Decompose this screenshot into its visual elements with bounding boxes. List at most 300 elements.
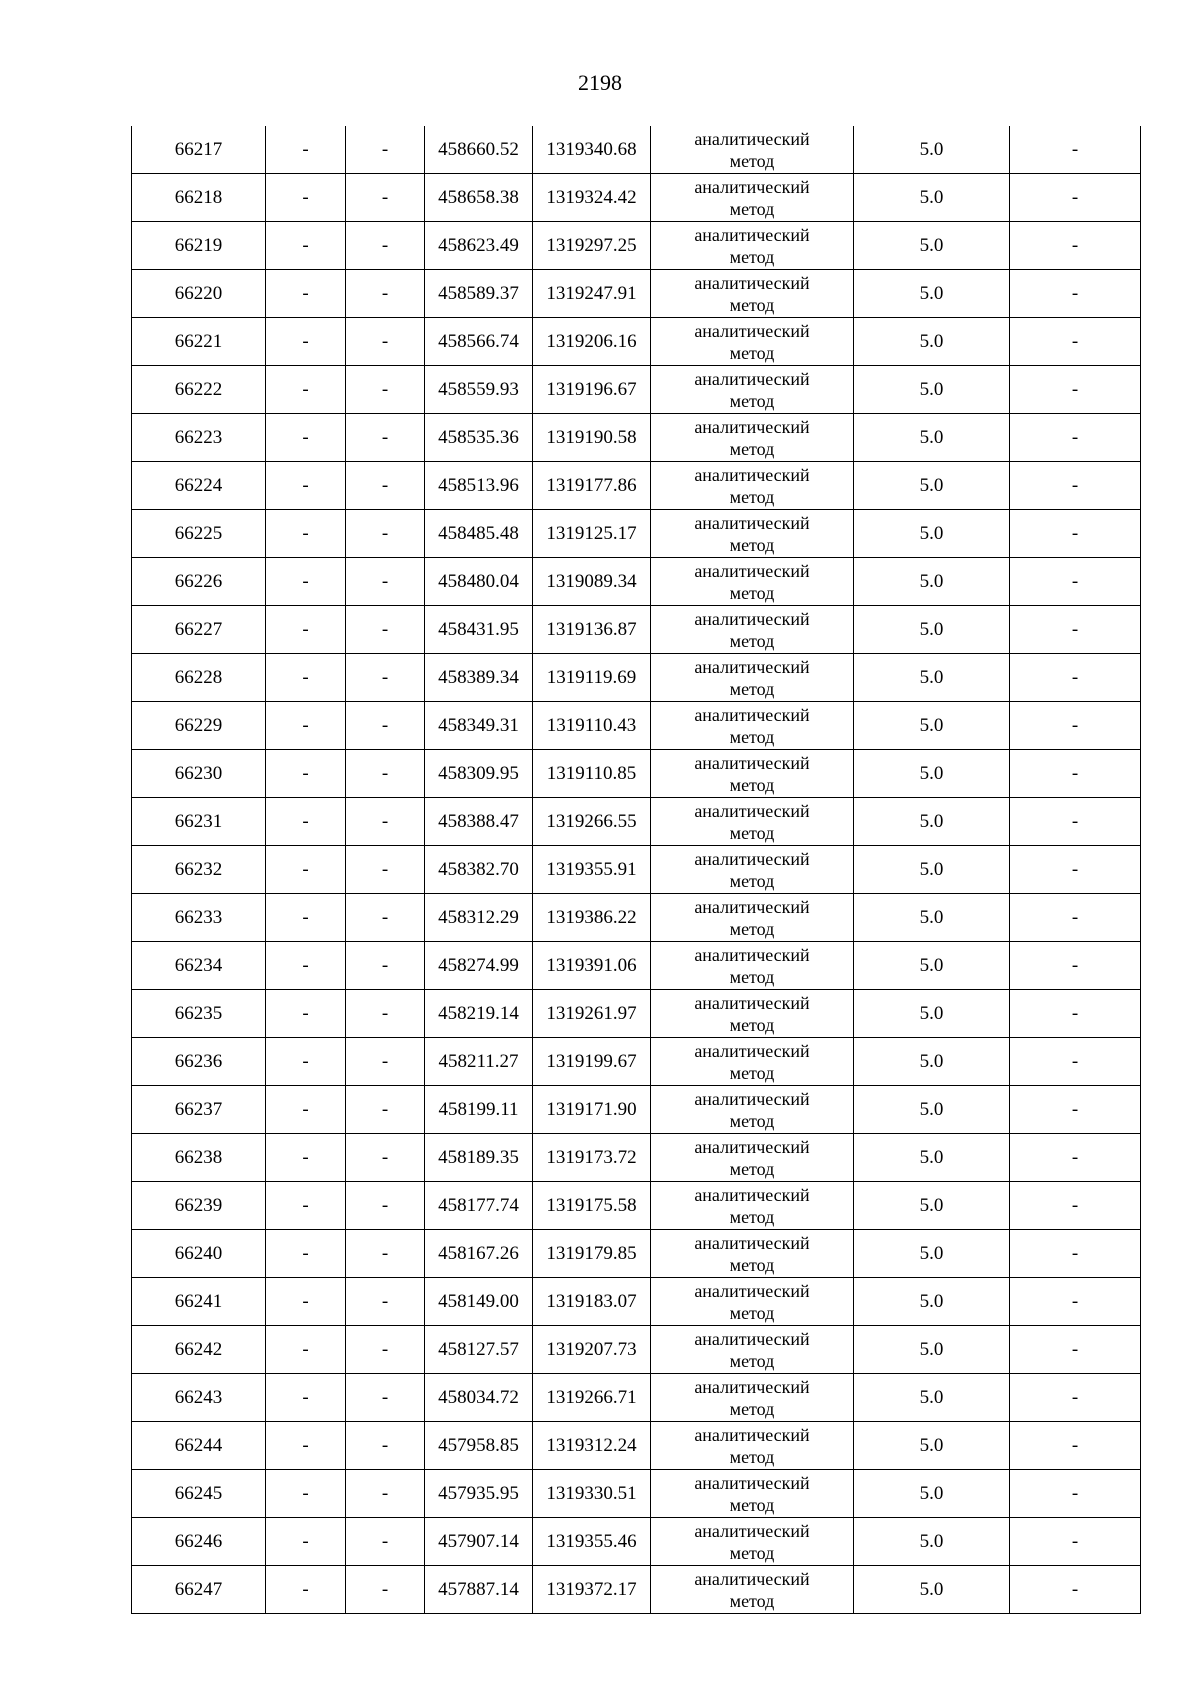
table-row	[132, 126, 1141, 174]
note-cell: -	[1010, 510, 1141, 558]
method-cell	[651, 1422, 854, 1470]
x-coordinate-cell: 458189.35	[425, 1134, 533, 1182]
empty-field-cell: -	[266, 1182, 346, 1230]
accuracy-cell: 5.0	[854, 606, 1010, 654]
method-line-1: аналитический	[694, 1232, 810, 1253]
method-line-1: аналитический	[694, 560, 810, 581]
note-cell: -	[1010, 1566, 1141, 1614]
table-row	[132, 318, 1141, 366]
empty-field-cell: -	[266, 126, 346, 174]
accuracy-cell: 5.0	[854, 414, 1010, 462]
note-cell: -	[1010, 1134, 1141, 1182]
method-line-1: аналитический	[694, 512, 810, 533]
method-line-2: метод	[729, 726, 775, 747]
note-cell: -	[1010, 750, 1141, 798]
accuracy-cell: 5.0	[854, 510, 1010, 558]
method-line-1: аналитический	[694, 128, 810, 149]
y-coordinate-cell: 1319372.17	[533, 1566, 651, 1614]
table-row	[132, 270, 1141, 318]
point-number-cell: 66239	[132, 1182, 266, 1230]
empty-field-cell: -	[346, 414, 425, 462]
table-row	[132, 846, 1141, 894]
x-coordinate-cell: 457887.14	[425, 1566, 533, 1614]
accuracy-cell: 5.0	[854, 1566, 1010, 1614]
note-cell: -	[1010, 702, 1141, 750]
empty-field-cell: -	[346, 606, 425, 654]
y-coordinate-cell: 1319136.87	[533, 606, 651, 654]
empty-field-cell: -	[266, 558, 346, 606]
note-cell: -	[1010, 222, 1141, 270]
accuracy-cell: 5.0	[854, 558, 1010, 606]
point-number-cell: 66247	[132, 1566, 266, 1614]
method-line-2: метод	[729, 1206, 775, 1227]
point-number-cell: 66226	[132, 558, 266, 606]
y-coordinate-cell: 1319173.72	[533, 1134, 651, 1182]
accuracy-cell: 5.0	[854, 750, 1010, 798]
table-row	[132, 1230, 1141, 1278]
x-coordinate-cell: 457935.95	[425, 1470, 533, 1518]
coordinates-table	[131, 126, 1141, 1614]
empty-field-cell: -	[346, 1230, 425, 1278]
y-coordinate-cell: 1319175.58	[533, 1182, 651, 1230]
table-row	[132, 414, 1141, 462]
table-row	[132, 894, 1141, 942]
y-coordinate-cell: 1319340.68	[533, 126, 651, 174]
point-number-cell: 66235	[132, 990, 266, 1038]
x-coordinate-cell: 458480.04	[425, 558, 533, 606]
empty-field-cell: -	[346, 702, 425, 750]
method-line-1: аналитический	[694, 1472, 810, 1493]
x-coordinate-cell: 458559.93	[425, 366, 533, 414]
note-cell: -	[1010, 270, 1141, 318]
x-coordinate-cell: 458312.29	[425, 894, 533, 942]
note-cell: -	[1010, 174, 1141, 222]
point-number-cell: 66241	[132, 1278, 266, 1326]
note-cell: -	[1010, 1374, 1141, 1422]
method-cell	[651, 750, 854, 798]
table-row	[132, 510, 1141, 558]
empty-field-cell: -	[266, 1518, 346, 1566]
point-number-cell: 66244	[132, 1422, 266, 1470]
x-coordinate-cell: 458513.96	[425, 462, 533, 510]
empty-field-cell: -	[266, 750, 346, 798]
method-line-1: аналитический	[694, 1328, 810, 1349]
method-line-1: аналитический	[694, 416, 810, 437]
point-number-cell: 66240	[132, 1230, 266, 1278]
x-coordinate-cell: 458431.95	[425, 606, 533, 654]
method-line-1: аналитический	[694, 752, 810, 773]
method-line-1: аналитический	[694, 1280, 810, 1301]
empty-field-cell: -	[266, 1086, 346, 1134]
method-line-2: метод	[729, 1494, 775, 1515]
x-coordinate-cell: 458535.36	[425, 414, 533, 462]
accuracy-cell: 5.0	[854, 1470, 1010, 1518]
point-number-cell: 66234	[132, 942, 266, 990]
note-cell: -	[1010, 798, 1141, 846]
empty-field-cell: -	[346, 1422, 425, 1470]
table-row	[132, 366, 1141, 414]
note-cell: -	[1010, 1326, 1141, 1374]
table-body	[132, 126, 1141, 1614]
empty-field-cell: -	[346, 510, 425, 558]
empty-field-cell: -	[266, 1038, 346, 1086]
accuracy-cell: 5.0	[854, 222, 1010, 270]
point-number-cell: 66224	[132, 462, 266, 510]
x-coordinate-cell: 457907.14	[425, 1518, 533, 1566]
method-cell	[651, 126, 854, 174]
method-line-2: метод	[729, 678, 775, 699]
accuracy-cell: 5.0	[854, 1326, 1010, 1374]
x-coordinate-cell: 458485.48	[425, 510, 533, 558]
method-cell	[651, 894, 854, 942]
empty-field-cell: -	[266, 366, 346, 414]
y-coordinate-cell: 1319355.46	[533, 1518, 651, 1566]
accuracy-cell: 5.0	[854, 798, 1010, 846]
method-line-2: метод	[729, 774, 775, 795]
method-line-2: метод	[729, 1398, 775, 1419]
method-cell	[651, 1470, 854, 1518]
point-number-cell: 66228	[132, 654, 266, 702]
empty-field-cell: -	[346, 1182, 425, 1230]
accuracy-cell: 5.0	[854, 126, 1010, 174]
empty-field-cell: -	[266, 606, 346, 654]
accuracy-cell: 5.0	[854, 942, 1010, 990]
method-line-2: метод	[729, 486, 775, 507]
point-number-cell: 66231	[132, 798, 266, 846]
accuracy-cell: 5.0	[854, 1134, 1010, 1182]
y-coordinate-cell: 1319171.90	[533, 1086, 651, 1134]
table-row	[132, 702, 1141, 750]
y-coordinate-cell: 1319391.06	[533, 942, 651, 990]
method-line-2: метод	[729, 390, 775, 411]
table-row	[132, 798, 1141, 846]
accuracy-cell: 5.0	[854, 846, 1010, 894]
x-coordinate-cell: 458658.38	[425, 174, 533, 222]
y-coordinate-cell: 1319386.22	[533, 894, 651, 942]
method-line-2: метод	[729, 870, 775, 891]
y-coordinate-cell: 1319110.85	[533, 750, 651, 798]
accuracy-cell: 5.0	[854, 1374, 1010, 1422]
y-coordinate-cell: 1319196.67	[533, 366, 651, 414]
method-cell	[651, 174, 854, 222]
empty-field-cell: -	[266, 1230, 346, 1278]
x-coordinate-cell: 458274.99	[425, 942, 533, 990]
x-coordinate-cell: 458623.49	[425, 222, 533, 270]
empty-field-cell: -	[346, 1374, 425, 1422]
method-line-2: метод	[729, 630, 775, 651]
empty-field-cell: -	[266, 174, 346, 222]
table-row	[132, 606, 1141, 654]
method-cell	[651, 798, 854, 846]
note-cell: -	[1010, 990, 1141, 1038]
note-cell: -	[1010, 846, 1141, 894]
method-cell	[651, 846, 854, 894]
method-line-2: метод	[729, 294, 775, 315]
note-cell: -	[1010, 558, 1141, 606]
accuracy-cell: 5.0	[854, 1278, 1010, 1326]
method-line-1: аналитический	[694, 992, 810, 1013]
accuracy-cell: 5.0	[854, 318, 1010, 366]
accuracy-cell: 5.0	[854, 1518, 1010, 1566]
empty-field-cell: -	[346, 174, 425, 222]
x-coordinate-cell: 458589.37	[425, 270, 533, 318]
empty-field-cell: -	[266, 222, 346, 270]
method-cell	[651, 990, 854, 1038]
method-line-2: метод	[729, 1302, 775, 1323]
method-cell	[651, 222, 854, 270]
method-line-2: метод	[729, 582, 775, 603]
accuracy-cell: 5.0	[854, 702, 1010, 750]
y-coordinate-cell: 1319266.71	[533, 1374, 651, 1422]
page-number: 2198	[578, 70, 622, 95]
table-row	[132, 1038, 1141, 1086]
accuracy-cell: 5.0	[854, 174, 1010, 222]
empty-field-cell: -	[346, 1134, 425, 1182]
point-number-cell: 66246	[132, 1518, 266, 1566]
empty-field-cell: -	[266, 1326, 346, 1374]
method-line-1: аналитический	[694, 608, 810, 629]
empty-field-cell: -	[346, 270, 425, 318]
empty-field-cell: -	[266, 462, 346, 510]
point-number-cell: 66245	[132, 1470, 266, 1518]
note-cell: -	[1010, 894, 1141, 942]
empty-field-cell: -	[266, 1374, 346, 1422]
accuracy-cell: 5.0	[854, 1038, 1010, 1086]
x-coordinate-cell: 458177.74	[425, 1182, 533, 1230]
empty-field-cell: -	[346, 462, 425, 510]
y-coordinate-cell: 1319330.51	[533, 1470, 651, 1518]
point-number-cell: 66223	[132, 414, 266, 462]
point-number-cell: 66217	[132, 126, 266, 174]
x-coordinate-cell: 458309.95	[425, 750, 533, 798]
empty-field-cell: -	[266, 1134, 346, 1182]
table-row	[132, 1518, 1141, 1566]
method-line-1: аналитический	[694, 656, 810, 677]
method-line-1: аналитический	[694, 1376, 810, 1397]
point-number-cell: 66229	[132, 702, 266, 750]
y-coordinate-cell: 1319207.73	[533, 1326, 651, 1374]
empty-field-cell: -	[266, 1470, 346, 1518]
accuracy-cell: 5.0	[854, 1182, 1010, 1230]
table-row	[132, 654, 1141, 702]
point-number-cell: 66237	[132, 1086, 266, 1134]
method-line-2: метод	[729, 246, 775, 267]
method-line-2: метод	[729, 1014, 775, 1035]
note-cell: -	[1010, 1086, 1141, 1134]
accuracy-cell: 5.0	[854, 990, 1010, 1038]
method-line-2: метод	[729, 918, 775, 939]
note-cell: -	[1010, 1230, 1141, 1278]
method-line-2: метод	[729, 1590, 775, 1611]
method-cell	[651, 606, 854, 654]
table-row	[132, 990, 1141, 1038]
method-cell	[651, 654, 854, 702]
note-cell: -	[1010, 462, 1141, 510]
method-cell	[651, 702, 854, 750]
note-cell: -	[1010, 654, 1141, 702]
x-coordinate-cell: 457958.85	[425, 1422, 533, 1470]
method-cell	[651, 1086, 854, 1134]
method-line-2: метод	[729, 822, 775, 843]
empty-field-cell: -	[346, 1086, 425, 1134]
method-cell	[651, 366, 854, 414]
empty-field-cell: -	[346, 126, 425, 174]
method-line-1: аналитический	[694, 176, 810, 197]
empty-field-cell: -	[266, 942, 346, 990]
x-coordinate-cell: 458034.72	[425, 1374, 533, 1422]
table-row	[132, 942, 1141, 990]
method-cell	[651, 1326, 854, 1374]
y-coordinate-cell: 1319297.25	[533, 222, 651, 270]
point-number-cell: 66221	[132, 318, 266, 366]
table-row	[132, 1470, 1141, 1518]
empty-field-cell: -	[346, 1518, 425, 1566]
point-number-cell: 66232	[132, 846, 266, 894]
y-coordinate-cell: 1319261.97	[533, 990, 651, 1038]
accuracy-cell: 5.0	[854, 894, 1010, 942]
point-number-cell: 66230	[132, 750, 266, 798]
method-cell	[651, 558, 854, 606]
method-line-1: аналитический	[694, 272, 810, 293]
x-coordinate-cell: 458167.26	[425, 1230, 533, 1278]
method-line-1: аналитический	[694, 1424, 810, 1445]
y-coordinate-cell: 1319089.34	[533, 558, 651, 606]
method-cell	[651, 270, 854, 318]
method-line-2: метод	[729, 1158, 775, 1179]
point-number-cell: 66236	[132, 1038, 266, 1086]
empty-field-cell: -	[266, 846, 346, 894]
table-row	[132, 558, 1141, 606]
table-row	[132, 1086, 1141, 1134]
accuracy-cell: 5.0	[854, 1230, 1010, 1278]
note-cell: -	[1010, 1038, 1141, 1086]
empty-field-cell: -	[346, 942, 425, 990]
method-cell	[651, 942, 854, 990]
method-line-2: метод	[729, 342, 775, 363]
accuracy-cell: 5.0	[854, 1422, 1010, 1470]
accuracy-cell: 5.0	[854, 1086, 1010, 1134]
method-line-1: аналитический	[694, 1136, 810, 1157]
accuracy-cell: 5.0	[854, 366, 1010, 414]
empty-field-cell: -	[346, 222, 425, 270]
note-cell: -	[1010, 1518, 1141, 1566]
empty-field-cell: -	[346, 1470, 425, 1518]
y-coordinate-cell: 1319190.58	[533, 414, 651, 462]
method-line-1: аналитический	[694, 704, 810, 725]
empty-field-cell: -	[346, 1566, 425, 1614]
method-line-1: аналитический	[694, 1184, 810, 1205]
y-coordinate-cell: 1319266.55	[533, 798, 651, 846]
method-cell	[651, 1374, 854, 1422]
note-cell: -	[1010, 126, 1141, 174]
empty-field-cell: -	[346, 750, 425, 798]
method-line-1: аналитический	[694, 1520, 810, 1541]
x-coordinate-cell: 458211.27	[425, 1038, 533, 1086]
method-cell	[651, 1134, 854, 1182]
empty-field-cell: -	[266, 798, 346, 846]
accuracy-cell: 5.0	[854, 270, 1010, 318]
empty-field-cell: -	[266, 990, 346, 1038]
table-row	[132, 1182, 1141, 1230]
table-row	[132, 1422, 1141, 1470]
method-cell	[651, 462, 854, 510]
table-row	[132, 1278, 1141, 1326]
table-row	[132, 1134, 1141, 1182]
method-line-1: аналитический	[694, 464, 810, 485]
point-number-cell: 66219	[132, 222, 266, 270]
method-line-2: метод	[729, 1542, 775, 1563]
method-line-2: метод	[729, 1062, 775, 1083]
point-number-cell: 66220	[132, 270, 266, 318]
note-cell: -	[1010, 414, 1141, 462]
method-line-1: аналитический	[694, 944, 810, 965]
empty-field-cell: -	[266, 654, 346, 702]
empty-field-cell: -	[266, 894, 346, 942]
empty-field-cell: -	[266, 270, 346, 318]
method-line-1: аналитический	[694, 224, 810, 245]
empty-field-cell: -	[266, 414, 346, 462]
method-cell	[651, 1038, 854, 1086]
x-coordinate-cell: 458389.34	[425, 654, 533, 702]
empty-field-cell: -	[266, 318, 346, 366]
table-row	[132, 1566, 1141, 1614]
note-cell: -	[1010, 318, 1141, 366]
method-line-2: метод	[729, 534, 775, 555]
method-cell	[651, 1278, 854, 1326]
y-coordinate-cell: 1319324.42	[533, 174, 651, 222]
method-line-2: метод	[729, 150, 775, 171]
method-line-2: метод	[729, 438, 775, 459]
empty-field-cell: -	[266, 702, 346, 750]
method-line-1: аналитический	[694, 1568, 810, 1589]
empty-field-cell: -	[266, 510, 346, 558]
table-row	[132, 1326, 1141, 1374]
y-coordinate-cell: 1319119.69	[533, 654, 651, 702]
x-coordinate-cell: 458566.74	[425, 318, 533, 366]
method-line-1: аналитический	[694, 320, 810, 341]
x-coordinate-cell: 458219.14	[425, 990, 533, 1038]
method-cell	[651, 414, 854, 462]
method-line-2: метод	[729, 198, 775, 219]
empty-field-cell: -	[346, 654, 425, 702]
empty-field-cell: -	[266, 1566, 346, 1614]
method-line-2: метод	[729, 1350, 775, 1371]
point-number-cell: 66227	[132, 606, 266, 654]
method-line-2: метод	[729, 1254, 775, 1275]
x-coordinate-cell: 458388.47	[425, 798, 533, 846]
y-coordinate-cell: 1319179.85	[533, 1230, 651, 1278]
y-coordinate-cell: 1319177.86	[533, 462, 651, 510]
note-cell: -	[1010, 942, 1141, 990]
y-coordinate-cell: 1319312.24	[533, 1422, 651, 1470]
note-cell: -	[1010, 1470, 1141, 1518]
empty-field-cell: -	[346, 798, 425, 846]
method-line-1: аналитический	[694, 848, 810, 869]
method-line-1: аналитический	[694, 1040, 810, 1061]
method-line-2: метод	[729, 1446, 775, 1467]
empty-field-cell: -	[266, 1278, 346, 1326]
table-row	[132, 1374, 1141, 1422]
method-line-1: аналитический	[694, 800, 810, 821]
x-coordinate-cell: 458199.11	[425, 1086, 533, 1134]
x-coordinate-cell: 458149.00	[425, 1278, 533, 1326]
empty-field-cell: -	[346, 846, 425, 894]
method-line-1: аналитический	[694, 368, 810, 389]
note-cell: -	[1010, 1422, 1141, 1470]
method-cell	[651, 318, 854, 366]
point-number-cell: 66222	[132, 366, 266, 414]
method-line-1: аналитический	[694, 896, 810, 917]
